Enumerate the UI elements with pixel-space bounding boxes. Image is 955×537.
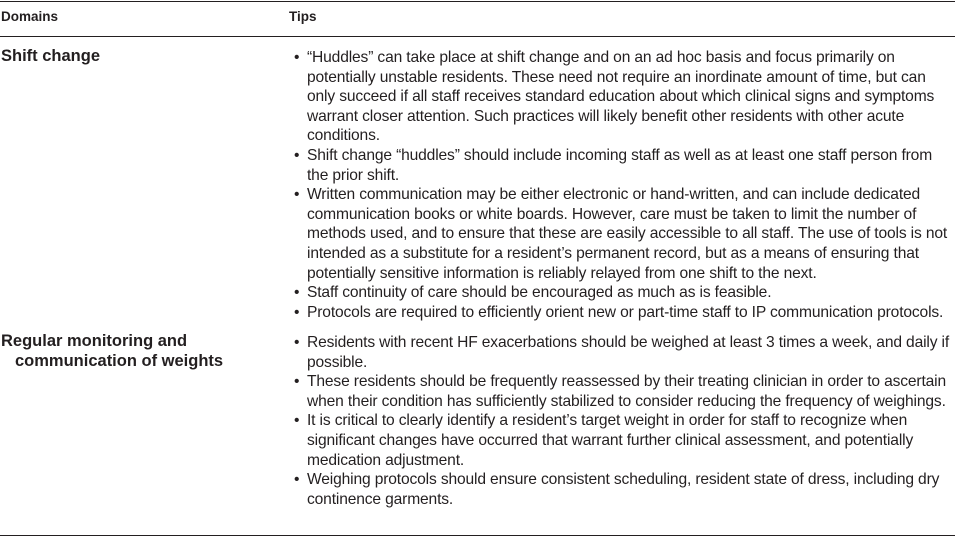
list-item: • Shift change “huddles” should include incoming staff as well as at least one staff person from the prior shift. (293, 146, 953, 185)
domain-label: Shift change (1, 47, 101, 65)
column-header-tips: Tips (289, 9, 317, 24)
list-item: • Staff continuity of care should be encouraged as much as is feasible. (293, 283, 953, 303)
table-top-rule (0, 1, 955, 2)
list-item: • “Huddles” can take place at shift change and on an ad hoc basis and focus primarily on potentially unstable residents. These need not require an inordinate amount of time, but can only succeed if all staff receives standard education about which clinical signs and symptoms warrant closer attention. Such practices will likely benefit other residents with other acute conditions. (293, 48, 953, 146)
table-bottom-rule (0, 535, 955, 536)
list-item: • It is critical to clearly identify a resident’s target weight in order for staff to recognize when significant changes have occurred that warrant further clinical assessment, and potentially medication adjustment. (293, 411, 953, 470)
header-rule (0, 36, 955, 37)
list-item: • These residents should be frequently reassessed by their treating clinician in order to ascertain when their condition has sufficiently stabilized to consider reducing the frequency of weighings. (293, 372, 953, 411)
domain-monitoring-weights (1, 331, 223, 371)
list-item: • Weighing protocols should ensure consistent scheduling, resident state of dress, including dry continence garments. (293, 470, 953, 509)
tips-list-monitoring-weights (293, 333, 953, 509)
list-item: • Written communication may be either electronic or hand-written, and can include dedicated communication books or white boards. However, care must be taken to limit the number of methods used, and to ensure that these are easily accessible to all staff. The use of tools is not intended as a substitute for a resident’s permanent record, but as a means of ensuring that potentially sensitive information is reliably relayed from one shift to the next. (293, 185, 953, 283)
column-header-domains: Domains (1, 9, 59, 24)
tips-list-shift-change (293, 48, 953, 322)
domain-shift-change (1, 46, 100, 66)
domain-label-line2: communication of weights (15, 352, 224, 370)
domain-label-line1: Regular monitoring and (1, 332, 188, 350)
list-item: • Residents with recent HF exacerbations should be weighed at least 3 times a week, and daily if possible. (293, 333, 953, 372)
list-item: • Protocols are required to efficiently orient new or part-time staff to IP communication protocols. (293, 303, 953, 323)
